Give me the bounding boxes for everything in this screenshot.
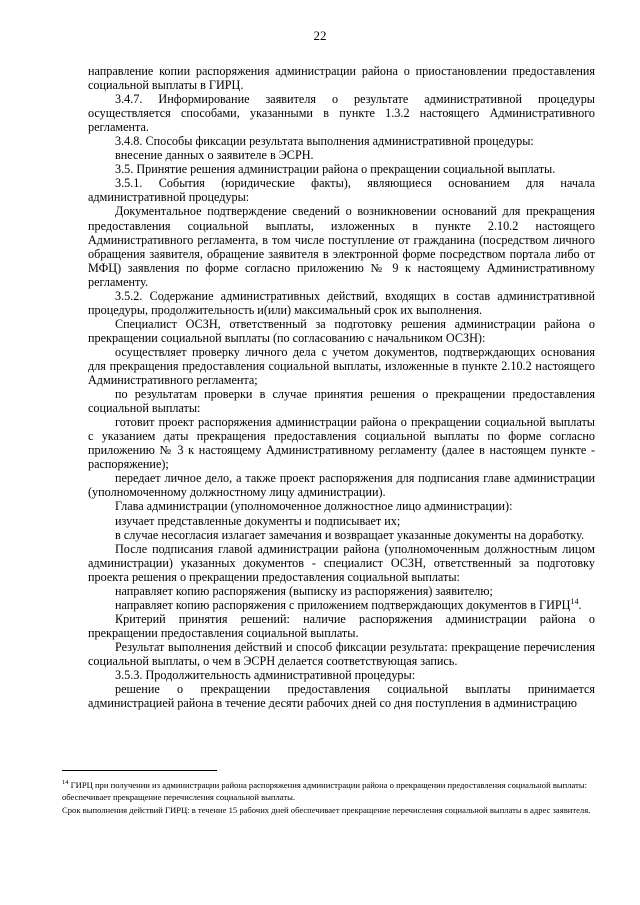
paragraph: 3.5. Принятие решения администрации района о прекращении социальной выплаты. (115, 162, 556, 177)
footnote (62, 779, 594, 791)
footnote-text: ГИРЦ при получении из администрации района распоряжения администрации района о прекращении предоставления социальной выплаты: (68, 780, 588, 790)
paragraph: готовит проект распоряжения администрации района о прекращении социальной выплаты с указанием даты прекращения предоставления социальной выплаты по форме согласно приложению № 3 к настоящему Административному регламенту (далее в настоящем пункте - распоряжение); (88, 415, 595, 472)
paragraph: направляет копию распоряжения (выписку из распоряжения) заявителю; (115, 583, 493, 598)
paragraph: осуществляет проверку личного дела с учетом документов, подтверждающих основания для прекращения предоставления социальной выплаты, изложенные в пункте 2.10.2 настоящего Административного регламента; (88, 344, 595, 388)
paragraph-text: направляет копию распоряжения с приложением подтверждающих документов в ГИРЦ (115, 597, 571, 612)
page-number: 22 (313, 28, 327, 43)
paragraph: внесение данных о заявителе в ЭСРН. (115, 148, 314, 163)
paragraph: Глава администрации (уполномоченное должностное лицо администрации): (115, 499, 513, 514)
paragraph: в случае несогласия излагает замечания и возвращает указанные документы на доработку. (115, 527, 585, 542)
paragraph: После подписания главой администрации района (уполномоченным должностным лицом администрации) указанных документов - специалист ОСЗН, ответственный за подготовку проекта решения о прекращении предоставления социальной выплаты: (88, 541, 595, 584)
footnote-text: Срок выполнения действий ГИРЦ: в течение 15 рабочих дней обеспечивает прекращение перечисления социальной выплаты в адрес заявителя. (62, 804, 591, 815)
paragraph: 3.4.7. Информирование заявителя о результате административной процедуры осуществляется способами, указанными в пункте 1.3.2 настоящего Административного регламента. (88, 92, 595, 135)
paragraph: Специалист ОСЗН, ответственный за подготовку решения администрации района о прекращении социальной выплаты (по согласованию с начальником ОСЗН): (88, 316, 595, 345)
footnote (62, 791, 594, 803)
footnote-reference: 14 (570, 596, 579, 606)
footnote-separator (62, 770, 217, 771)
paragraph: Результат выполнения действий и способ фиксации результата: прекращение перечисления социальной выплаты, о чем в ЭСРН делается соответствующая запись. (88, 639, 595, 668)
paragraph-end-punctuation: . (578, 597, 582, 612)
paragraph: 3.4.8. Способы фиксации результата выполнения административной процедуры: (115, 134, 534, 149)
footnote (62, 804, 594, 816)
paragraph: 3.5.3. Продолжительность административной процедуры: (115, 668, 416, 683)
paragraph: 3.5.2. Содержание административных действий, входящих в состав административной процедуры, продолжительность и(или) максимальный срок их выполнения. (88, 288, 595, 317)
paragraph-with-footnote (88, 598, 595, 612)
footnote-number: 14 (62, 779, 69, 786)
paragraph: решение о прекращении предоставления социальной выплаты принимается администрацией района в течение десяти рабочих дней со дня поступления в администрацию (88, 682, 595, 711)
paragraph: Критерий принятия решений: наличие распоряжения администрации района о прекращении предоставления социальной выплаты. (88, 611, 595, 640)
paragraph: по результатам проверки в случае принятия решения о прекращении предоставления социальной выплаты: (88, 387, 595, 416)
paragraph: направление копии распоряжения администрации района о приостановлении предоставления социальной выплаты в ГИРЦ. (88, 64, 595, 93)
body-text (88, 64, 595, 710)
footnotes (62, 779, 594, 816)
footnote-text: обеспечивает прекращение перечисления социальной выплаты. (62, 792, 296, 803)
paragraph: 3.5.1. События (юридические факты), являющиеся основанием для начала административной процедуры: (88, 176, 595, 205)
paragraph: Документальное подтверждение сведений о возникновении оснований для прекращения предоставления социальной выплаты, изложенных в пункте 2.10.2 настоящего Административного регламента, в том числе поступление от гражданина (посредством личного обращения заявителя, обращение заявителя в электронной форме посредством портала либо от МФЦ) заявления по форме согласно приложению № 9 к настоящему Административному регламенту. (88, 204, 595, 289)
paragraph: изучает представленные документы и подписывает их; (115, 513, 401, 528)
paragraph: передает личное дело, а также проект распоряжения для подписания главе администрации (уполномоченному должностному лицу администрации). (88, 471, 595, 500)
